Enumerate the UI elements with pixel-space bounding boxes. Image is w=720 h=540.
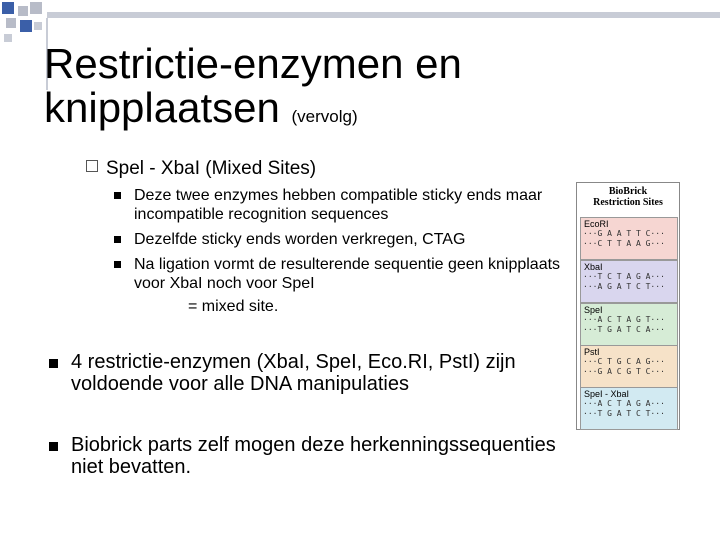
corner-square: [6, 18, 16, 28]
mixed-site-line: [188, 297, 278, 316]
site-seq-top: ···A C T A G A···: [583, 399, 665, 408]
title-frame-bar: [47, 12, 720, 18]
square-bullet-icon: [114, 192, 121, 199]
site-seq-bottom: ···C T T A A G···: [583, 239, 665, 248]
main-bullet-text: 4 restrictie-enzymen (XbaI, SpeI, Eco.RI, PstI) zijn voldoende voor alle DNA manipulaties: [71, 351, 516, 395]
corner-square: [4, 34, 12, 42]
corner-square: [2, 2, 14, 14]
slide-title: [44, 42, 462, 139]
hollow-square-bullet-icon: [86, 160, 98, 172]
site-name: XbaI: [584, 262, 603, 272]
site-psti: [580, 345, 678, 388]
site-name: PstI: [584, 347, 600, 357]
corner-square: [30, 2, 42, 14]
site-name: SpeI: [584, 305, 603, 315]
site-ecori: [580, 217, 678, 260]
site-seq-bottom: ···T G A T C T···: [583, 409, 665, 418]
square-bullet-icon: [114, 261, 121, 268]
site-seq-top: ···A C T A G T···: [583, 315, 665, 324]
corner-square: [20, 20, 32, 32]
mixed-site-text: = mixed site: [188, 298, 274, 315]
site-xbai: [580, 260, 678, 303]
sub-bullet-text: Na ligation vormt de resulterende sequentie geen knipplaats voor XbaI noch voor SpeI: [134, 256, 561, 292]
title-line2-wrap: [44, 86, 462, 139]
subheading-text: Spel - XbaI (Mixed Sites): [106, 158, 317, 179]
figure-header-line1: BioBrick: [608, 186, 648, 197]
sub-bullet-text: Deze twee enzymes hebben compatible sticky ends maar incompatible recognition sequences: [134, 187, 543, 223]
figure-header: [577, 186, 679, 208]
site-name: SpeI - XbaI: [584, 389, 630, 399]
site-seq-bottom: ···A G A T C T···: [583, 282, 665, 291]
biobrick-sites-figure: [576, 182, 680, 430]
square-bullet-icon: [114, 236, 121, 243]
site-spei: [580, 303, 678, 346]
site-seq-top: ···T C T A G A···: [583, 272, 665, 281]
square-bullet-icon: [49, 442, 58, 451]
mixed-site-dot: .: [273, 298, 279, 315]
title-small: (vervolg): [291, 107, 358, 126]
sub-bullet-text: Dezelfde sticky ends worden verkregen, CTAG: [134, 231, 466, 248]
site-seq-top: ···C T G C A G···: [583, 357, 665, 366]
figure-header-line2: Restriction Sites: [593, 197, 663, 208]
site-seq-bottom: ···T G A T C A···: [583, 325, 665, 334]
corner-square: [18, 6, 28, 16]
title-line2: knipplaatsen: [44, 84, 280, 131]
title-line1: Restrictie-enzymen en: [44, 40, 462, 87]
main-bullet-text: Biobrick parts zelf mogen deze herkenningssequenties niet bevatten.: [71, 434, 556, 478]
subheading: [86, 158, 316, 180]
site-seq-bottom: ···G A C G T C···: [583, 367, 665, 376]
square-bullet-icon: [49, 359, 58, 368]
corner-square: [34, 22, 42, 30]
site-spei-xbai: [580, 387, 678, 430]
site-name: EcoRI: [584, 219, 609, 229]
site-seq-top: ···G A A T T C···: [583, 229, 665, 238]
